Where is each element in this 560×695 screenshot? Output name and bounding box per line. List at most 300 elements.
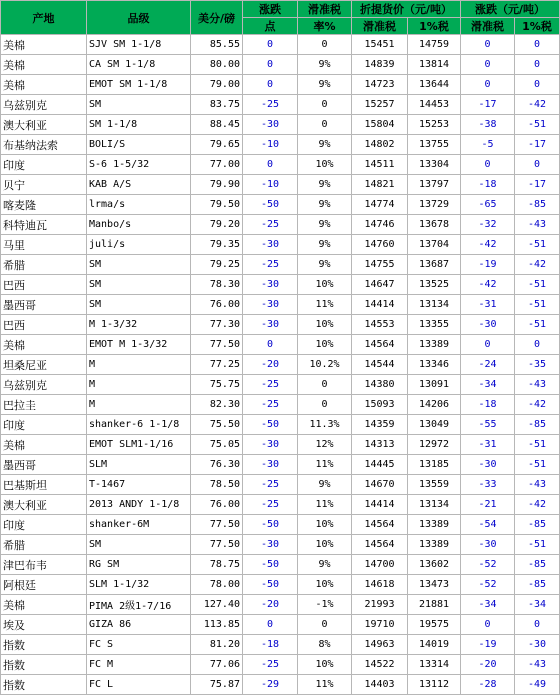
cell-rise-points: -25 xyxy=(243,95,298,115)
cell-rise-points: -29 xyxy=(243,675,298,695)
cell-rise-one-pct: -51 xyxy=(515,315,560,335)
cell-usc-lb: 83.75 xyxy=(191,95,243,115)
cell-price-slide: 14445 xyxy=(352,455,408,475)
cell-usc-lb: 76.00 xyxy=(191,295,243,315)
cell-price-one-pct: 14206 xyxy=(408,395,461,415)
cell-rise-one-pct: -43 xyxy=(515,215,560,235)
cell-usc-lb: 79.00 xyxy=(191,75,243,95)
cell-grade: Manbo/s xyxy=(87,215,191,235)
cell-price-one-pct: 12972 xyxy=(408,435,461,455)
cell-slide-tax-rate: 10% xyxy=(298,515,352,535)
cell-slide-tax-rate: 11% xyxy=(298,495,352,515)
table-row xyxy=(1,35,560,55)
cell-grade: SM xyxy=(87,275,191,295)
cell-usc-lb: 78.50 xyxy=(191,475,243,495)
cell-price-one-pct: 13185 xyxy=(408,455,461,475)
table-row xyxy=(1,275,560,295)
cell-rise-points: 0 xyxy=(243,335,298,355)
table-row xyxy=(1,175,560,195)
cell-rise-slide: -38 xyxy=(461,115,515,135)
cell-grade: 2013 ANDY 1-1/8 xyxy=(87,495,191,515)
table-row xyxy=(1,195,560,215)
cell-rise-points: -30 xyxy=(243,275,298,295)
cell-origin: 乌兹别克 xyxy=(1,375,87,395)
cell-price-slide: 14647 xyxy=(352,275,408,295)
cell-usc-lb: 77.50 xyxy=(191,535,243,555)
cell-slide-tax-rate: 9% xyxy=(298,255,352,275)
cell-origin: 澳大利亚 xyxy=(1,495,87,515)
cell-origin: 巴西 xyxy=(1,275,87,295)
cell-price-one-pct: 13729 xyxy=(408,195,461,215)
cell-slide-tax-rate: 9% xyxy=(298,195,352,215)
header-rise-points-unit: 点 xyxy=(243,18,298,35)
cell-rise-one-pct: 0 xyxy=(515,335,560,355)
cell-rise-one-pct: -51 xyxy=(515,295,560,315)
cell-usc-lb: 75.50 xyxy=(191,415,243,435)
cell-price-one-pct: 13355 xyxy=(408,315,461,335)
cell-price-one-pct: 13755 xyxy=(408,135,461,155)
cell-price-slide: 14522 xyxy=(352,655,408,675)
cell-price-one-pct: 14759 xyxy=(408,35,461,55)
cell-rise-points: -30 xyxy=(243,455,298,475)
cell-usc-lb: 79.65 xyxy=(191,135,243,155)
table-row xyxy=(1,135,560,155)
table-row xyxy=(1,335,560,355)
cell-origin: 美棉 xyxy=(1,75,87,95)
cell-rise-points: -30 xyxy=(243,295,298,315)
cell-rise-one-pct: -42 xyxy=(515,395,560,415)
cell-price-slide: 14414 xyxy=(352,495,408,515)
cell-origin: 印度 xyxy=(1,415,87,435)
cell-rise-points: -25 xyxy=(243,395,298,415)
cell-rise-slide: 0 xyxy=(461,35,515,55)
cell-origin: 埃及 xyxy=(1,615,87,635)
header-grade: 品级 xyxy=(87,1,191,35)
cell-price-slide: 15257 xyxy=(352,95,408,115)
cell-rise-points: 0 xyxy=(243,55,298,75)
cell-rise-points: -50 xyxy=(243,555,298,575)
cell-slide-tax-rate: 0 xyxy=(298,95,352,115)
cell-rise-slide: -19 xyxy=(461,255,515,275)
cell-price-slide: 14821 xyxy=(352,175,408,195)
cell-rise-points: -50 xyxy=(243,575,298,595)
cell-slide-tax-rate: 10% xyxy=(298,535,352,555)
cell-grade: M 1-3/32 xyxy=(87,315,191,335)
cell-slide-tax-rate: 9% xyxy=(298,55,352,75)
cell-rise-one-pct: -85 xyxy=(515,515,560,535)
cell-rise-slide: 0 xyxy=(461,615,515,635)
cell-grade: SLM xyxy=(87,455,191,475)
cell-grade: M xyxy=(87,395,191,415)
header-port-price: 折提货价（元/吨） xyxy=(352,1,461,18)
cell-grade: shanker-6 1-1/8 xyxy=(87,415,191,435)
cell-rise-one-pct: -49 xyxy=(515,675,560,695)
cell-price-one-pct: 13602 xyxy=(408,555,461,575)
cell-slide-tax-rate: 0 xyxy=(298,35,352,55)
cell-slide-tax-rate: 9% xyxy=(298,235,352,255)
table-row xyxy=(1,495,560,515)
table-row xyxy=(1,435,560,455)
cell-rise-slide: -17 xyxy=(461,95,515,115)
cell-rise-one-pct: 0 xyxy=(515,75,560,95)
cell-price-slide: 14553 xyxy=(352,315,408,335)
cell-slide-tax-rate: -1% xyxy=(298,595,352,615)
table-row xyxy=(1,475,560,495)
table-row xyxy=(1,255,560,275)
cell-price-one-pct: 13134 xyxy=(408,295,461,315)
cell-rise-points: -25 xyxy=(243,215,298,235)
table-row xyxy=(1,215,560,235)
cell-origin: 印度 xyxy=(1,155,87,175)
cell-origin: 墨西哥 xyxy=(1,295,87,315)
cell-price-one-pct: 15253 xyxy=(408,115,461,135)
cell-price-slide: 14511 xyxy=(352,155,408,175)
cell-rise-slide: -34 xyxy=(461,595,515,615)
table-body xyxy=(1,35,560,695)
table-row xyxy=(1,55,560,75)
cell-rise-points: -25 xyxy=(243,375,298,395)
cell-price-slide: 14544 xyxy=(352,355,408,375)
cell-price-slide: 14359 xyxy=(352,415,408,435)
cell-price-one-pct: 13814 xyxy=(408,55,461,75)
cell-rise-one-pct: -43 xyxy=(515,475,560,495)
cell-usc-lb: 79.20 xyxy=(191,215,243,235)
cell-rise-one-pct: -51 xyxy=(515,235,560,255)
cell-origin: 希腊 xyxy=(1,535,87,555)
cell-price-one-pct: 14453 xyxy=(408,95,461,115)
cell-slide-tax-rate: 11.3% xyxy=(298,415,352,435)
cell-slide-tax-rate: 10% xyxy=(298,575,352,595)
cell-rise-one-pct: 0 xyxy=(515,615,560,635)
cell-price-one-pct: 13112 xyxy=(408,675,461,695)
cell-usc-lb: 79.25 xyxy=(191,255,243,275)
cell-slide-tax-rate: 0 xyxy=(298,375,352,395)
cell-rise-one-pct: -85 xyxy=(515,555,560,575)
cell-rise-points: -30 xyxy=(243,315,298,335)
cell-usc-lb: 127.40 xyxy=(191,595,243,615)
cell-price-slide: 14760 xyxy=(352,235,408,255)
cell-rise-slide: -34 xyxy=(461,375,515,395)
table-row xyxy=(1,355,560,375)
cell-price-slide: 14670 xyxy=(352,475,408,495)
cell-slide-tax-rate: 9% xyxy=(298,555,352,575)
cell-rise-one-pct: -42 xyxy=(515,495,560,515)
cell-rise-one-pct: -51 xyxy=(515,435,560,455)
table-row xyxy=(1,155,560,175)
cell-price-slide: 14403 xyxy=(352,675,408,695)
cell-rise-slide: -18 xyxy=(461,395,515,415)
cell-origin: 布基纳法索 xyxy=(1,135,87,155)
table-row xyxy=(1,455,560,475)
cell-usc-lb: 88.45 xyxy=(191,115,243,135)
cell-usc-lb: 113.85 xyxy=(191,615,243,635)
cell-rise-slide: -42 xyxy=(461,235,515,255)
cell-rise-slide: -52 xyxy=(461,575,515,595)
cell-price-slide: 15451 xyxy=(352,35,408,55)
cell-rise-slide: -19 xyxy=(461,635,515,655)
cell-rise-points: -25 xyxy=(243,495,298,515)
cell-origin: 美棉 xyxy=(1,55,87,75)
cell-rise-slide: 0 xyxy=(461,155,515,175)
cell-usc-lb: 79.50 xyxy=(191,195,243,215)
cell-price-slide: 14313 xyxy=(352,435,408,455)
header-usc-lb: 美分/磅 xyxy=(191,1,243,35)
cell-slide-tax-rate: 11% xyxy=(298,455,352,475)
cell-rise-points: -50 xyxy=(243,195,298,215)
cell-rise-points: -25 xyxy=(243,255,298,275)
cell-rise-one-pct: -17 xyxy=(515,135,560,155)
cell-usc-lb: 80.00 xyxy=(191,55,243,75)
cell-grade: T-1467 xyxy=(87,475,191,495)
cell-rise-slide: -30 xyxy=(461,535,515,555)
cell-rise-one-pct: -51 xyxy=(515,535,560,555)
cell-slide-tax-rate: 0 xyxy=(298,115,352,135)
table-row xyxy=(1,595,560,615)
cell-rise-slide: -65 xyxy=(461,195,515,215)
cell-rise-points: -30 xyxy=(243,435,298,455)
cell-price-one-pct: 13644 xyxy=(408,75,461,95)
cell-price-slide: 14380 xyxy=(352,375,408,395)
cell-origin: 巴拉圭 xyxy=(1,395,87,415)
cell-price-one-pct: 13389 xyxy=(408,535,461,555)
cell-grade: SM xyxy=(87,95,191,115)
cell-origin: 科特迪瓦 xyxy=(1,215,87,235)
table-row xyxy=(1,635,560,655)
cell-price-slide: 14774 xyxy=(352,195,408,215)
cell-grade: SM xyxy=(87,535,191,555)
cell-rise-slide: -30 xyxy=(461,455,515,475)
cell-price-slide: 14755 xyxy=(352,255,408,275)
cell-rise-one-pct: -43 xyxy=(515,375,560,395)
cell-rise-one-pct: -35 xyxy=(515,355,560,375)
cell-slide-tax-rate: 10.2% xyxy=(298,355,352,375)
header-rise-one-pct: 1%税 xyxy=(515,18,560,35)
cell-origin: 墨西哥 xyxy=(1,455,87,475)
cell-rise-slide: -30 xyxy=(461,315,515,335)
cell-usc-lb: 85.55 xyxy=(191,35,243,55)
table-row xyxy=(1,675,560,695)
cell-slide-tax-rate: 9% xyxy=(298,135,352,155)
cell-price-slide: 14963 xyxy=(352,635,408,655)
cell-origin: 巴基斯坦 xyxy=(1,475,87,495)
table-row xyxy=(1,575,560,595)
cell-price-one-pct: 13559 xyxy=(408,475,461,495)
header-origin: 产地 xyxy=(1,1,87,35)
cell-rise-points: -30 xyxy=(243,535,298,555)
cell-rise-one-pct: -42 xyxy=(515,255,560,275)
cell-origin: 马里 xyxy=(1,235,87,255)
cell-price-one-pct: 19575 xyxy=(408,615,461,635)
cell-origin: 美棉 xyxy=(1,35,87,55)
cell-usc-lb: 77.00 xyxy=(191,155,243,175)
cell-slide-tax-rate: 11% xyxy=(298,295,352,315)
cell-price-one-pct: 13389 xyxy=(408,515,461,535)
cell-rise-points: -10 xyxy=(243,175,298,195)
table-row xyxy=(1,535,560,555)
cell-usc-lb: 79.35 xyxy=(191,235,243,255)
cell-rise-slide: -55 xyxy=(461,415,515,435)
table-row xyxy=(1,415,560,435)
cell-rise-points: -25 xyxy=(243,475,298,495)
cell-price-one-pct: 13091 xyxy=(408,375,461,395)
cell-grade: M xyxy=(87,375,191,395)
cell-rise-slide: 0 xyxy=(461,75,515,95)
cell-grade: SLM 1-1/32 xyxy=(87,575,191,595)
cell-grade: EMOT SLM1-1/16 xyxy=(87,435,191,455)
cell-rise-slide: 0 xyxy=(461,335,515,355)
header-rise-yuan: 涨跌（元/吨） xyxy=(461,1,560,18)
cell-price-slide: 14414 xyxy=(352,295,408,315)
table-row xyxy=(1,295,560,315)
header-slide-tax-unit: 率% xyxy=(298,18,352,35)
cell-price-one-pct: 13389 xyxy=(408,335,461,355)
cell-price-one-pct: 13687 xyxy=(408,255,461,275)
table-row xyxy=(1,315,560,335)
cell-rise-slide: -20 xyxy=(461,655,515,675)
cell-usc-lb: 76.30 xyxy=(191,455,243,475)
cell-rise-slide: -5 xyxy=(461,135,515,155)
cell-slide-tax-rate: 0 xyxy=(298,615,352,635)
cell-usc-lb: 79.90 xyxy=(191,175,243,195)
cell-slide-tax-rate: 0 xyxy=(298,395,352,415)
cell-rise-points: 0 xyxy=(243,155,298,175)
cell-grade: lrma/s xyxy=(87,195,191,215)
cell-price-slide: 14802 xyxy=(352,135,408,155)
cell-usc-lb: 77.06 xyxy=(191,655,243,675)
cell-price-slide: 19710 xyxy=(352,615,408,635)
cell-price-one-pct: 21881 xyxy=(408,595,461,615)
cell-usc-lb: 76.00 xyxy=(191,495,243,515)
cell-price-one-pct: 13797 xyxy=(408,175,461,195)
cell-price-slide: 21993 xyxy=(352,595,408,615)
cell-usc-lb: 81.20 xyxy=(191,635,243,655)
cell-usc-lb: 78.30 xyxy=(191,275,243,295)
cell-rise-slide: -33 xyxy=(461,475,515,495)
cell-rise-one-pct: -43 xyxy=(515,655,560,675)
cell-grade: PIMA 2级1-7/16 xyxy=(87,595,191,615)
cell-slide-tax-rate: 9% xyxy=(298,475,352,495)
cell-slide-tax-rate: 10% xyxy=(298,335,352,355)
cell-usc-lb: 77.50 xyxy=(191,335,243,355)
cell-rise-points: -30 xyxy=(243,115,298,135)
cell-origin: 美棉 xyxy=(1,335,87,355)
cell-rise-one-pct: -42 xyxy=(515,95,560,115)
cell-usc-lb: 78.75 xyxy=(191,555,243,575)
header-one-pct-price: 1%税 xyxy=(408,18,461,35)
cell-rise-one-pct: -30 xyxy=(515,635,560,655)
cell-rise-slide: -24 xyxy=(461,355,515,375)
header-slide-tax-price: 滑准税 xyxy=(352,18,408,35)
table-row xyxy=(1,555,560,575)
cell-price-slide: 15093 xyxy=(352,395,408,415)
cell-price-one-pct: 13346 xyxy=(408,355,461,375)
cell-rise-slide: -42 xyxy=(461,275,515,295)
cell-rise-points: -30 xyxy=(243,235,298,255)
cell-rise-one-pct: -85 xyxy=(515,195,560,215)
cell-price-slide: 14564 xyxy=(352,535,408,555)
cell-grade: EMOT M 1-3/32 xyxy=(87,335,191,355)
cell-grade: GIZA 86 xyxy=(87,615,191,635)
cell-origin: 指数 xyxy=(1,675,87,695)
cell-grade: S-6 1-5/32 xyxy=(87,155,191,175)
cell-price-one-pct: 13314 xyxy=(408,655,461,675)
cell-rise-one-pct: 0 xyxy=(515,35,560,55)
cell-price-one-pct: 13678 xyxy=(408,215,461,235)
cell-price-slide: 14564 xyxy=(352,335,408,355)
cell-grade: FC L xyxy=(87,675,191,695)
table-row xyxy=(1,75,560,95)
cell-rise-points: -18 xyxy=(243,635,298,655)
cell-grade: SM xyxy=(87,255,191,275)
cell-origin: 巴西 xyxy=(1,315,87,335)
cell-usc-lb: 77.25 xyxy=(191,355,243,375)
cell-price-slide: 14700 xyxy=(352,555,408,575)
cell-slide-tax-rate: 10% xyxy=(298,155,352,175)
cell-rise-points: -50 xyxy=(243,515,298,535)
table-row xyxy=(1,615,560,635)
cell-slide-tax-rate: 9% xyxy=(298,75,352,95)
cell-price-one-pct: 13304 xyxy=(408,155,461,175)
table-row xyxy=(1,235,560,255)
cell-origin: 喀麦隆 xyxy=(1,195,87,215)
cell-origin: 印度 xyxy=(1,515,87,535)
cell-slide-tax-rate: 8% xyxy=(298,635,352,655)
cell-slide-tax-rate: 10% xyxy=(298,275,352,295)
cell-usc-lb: 77.50 xyxy=(191,515,243,535)
header-slide-tax: 滑准税 xyxy=(298,1,352,18)
cell-origin: 坦桑尼亚 xyxy=(1,355,87,375)
table-row xyxy=(1,95,560,115)
cell-grade: SM 1-1/8 xyxy=(87,115,191,135)
table-row xyxy=(1,655,560,675)
cell-usc-lb: 75.05 xyxy=(191,435,243,455)
cell-grade: CA SM 1-1/8 xyxy=(87,55,191,75)
cell-origin: 阿根廷 xyxy=(1,575,87,595)
cell-price-slide: 14564 xyxy=(352,515,408,535)
cell-rise-points: -10 xyxy=(243,135,298,155)
cell-origin: 津巴布韦 xyxy=(1,555,87,575)
cell-usc-lb: 75.75 xyxy=(191,375,243,395)
cell-rise-one-pct: -51 xyxy=(515,275,560,295)
cell-grade: juli/s xyxy=(87,235,191,255)
cell-grade: BOLI/S xyxy=(87,135,191,155)
cell-origin: 美棉 xyxy=(1,435,87,455)
cell-rise-slide: -21 xyxy=(461,495,515,515)
cell-slide-tax-rate: 9% xyxy=(298,215,352,235)
cell-origin: 希腊 xyxy=(1,255,87,275)
header-rise-slide: 滑准税 xyxy=(461,18,515,35)
cell-rise-points: 0 xyxy=(243,35,298,55)
cell-slide-tax-rate: 10% xyxy=(298,655,352,675)
cell-rise-one-pct: -17 xyxy=(515,175,560,195)
cell-rise-points: -20 xyxy=(243,595,298,615)
cell-grade: M xyxy=(87,355,191,375)
cell-rise-one-pct: 0 xyxy=(515,55,560,75)
cell-price-slide: 14746 xyxy=(352,215,408,235)
cell-grade: FC S xyxy=(87,635,191,655)
cell-slide-tax-rate: 10% xyxy=(298,315,352,335)
cell-origin: 指数 xyxy=(1,635,87,655)
cell-rise-slide: -32 xyxy=(461,215,515,235)
cell-rise-one-pct: -85 xyxy=(515,415,560,435)
cell-origin: 美棉 xyxy=(1,595,87,615)
cell-grade: SJV SM 1-1/8 xyxy=(87,35,191,55)
cell-price-one-pct: 13134 xyxy=(408,495,461,515)
cell-price-slide: 14839 xyxy=(352,55,408,75)
cell-origin: 澳大利亚 xyxy=(1,115,87,135)
cell-rise-slide: -18 xyxy=(461,175,515,195)
cell-rise-points: -25 xyxy=(243,655,298,675)
